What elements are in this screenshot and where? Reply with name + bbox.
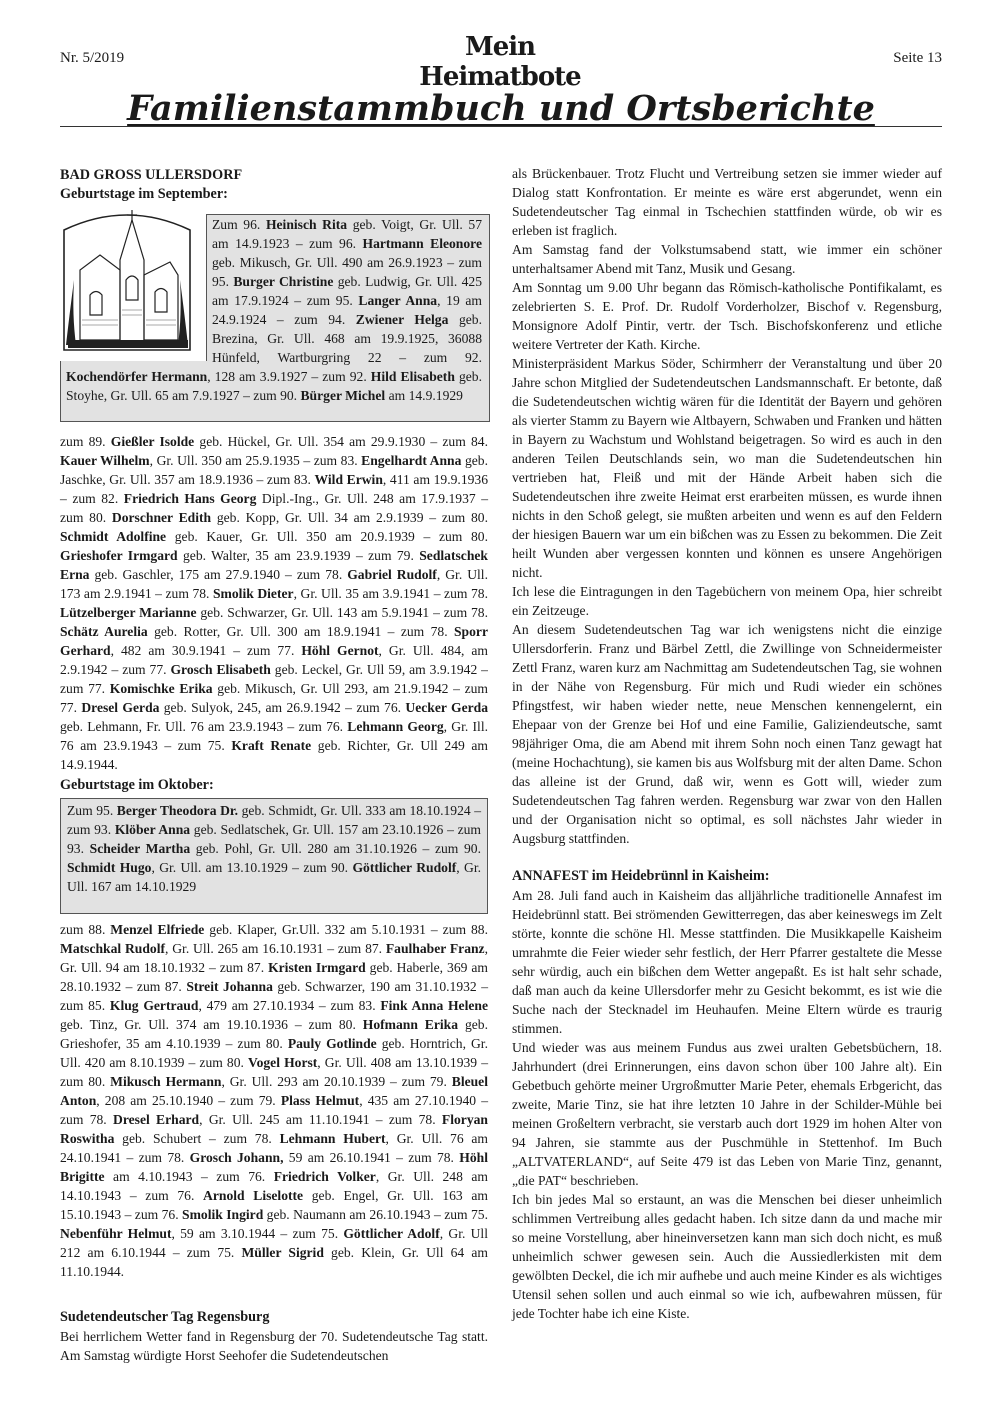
person-name: Gießler Isolde [110, 434, 195, 449]
entry-details: geb. Rotter, Gr. Ull. 300 am 18.9.1941 – zum 78. [147, 624, 454, 639]
person-name: Engelhardt Anna [361, 453, 462, 468]
person-name: Fink Anna Helene [380, 998, 488, 1013]
person-name: Kauer Wilhelm [60, 453, 150, 468]
person-name: Klug Gertraud [109, 998, 199, 1013]
person-name: Kristen Irmgard [268, 960, 366, 975]
page-number: Seite 13 [893, 50, 942, 66]
person-name: Zwiener Helga [355, 312, 449, 327]
entry-details: , Gr. Ull. 350 am 25.9.1935 – zum 83. [149, 453, 362, 468]
entry-details: geb. Mikusch, Gr. Ull 293, am 21.9.1942 – zum 77. [60, 681, 488, 715]
person-name: Höhl Gernot [301, 643, 379, 658]
paragraph: Am Samstag fand der Volkstumsabend statt, wie immer ein schöner unterhaltsamer Abend mit Tanz, Musik und Gesang. [512, 242, 942, 276]
entry-details: geb. Pohl, Gr. Ull. 280 am 31.10.1926 – zum 90. [190, 841, 482, 856]
entry-details: geb. Mikusch, Gr. Ull. 490 am 26.9.1923 – zum 95. [212, 255, 482, 289]
entry-text: Zum 96. [212, 217, 266, 232]
person-name: Vogel Horst [248, 1055, 318, 1070]
person-name: Menzel Elfriede [110, 922, 205, 937]
entry-details: geb. Engel, Gr. Ull. 163 am 15.10.1943 – zum 76. [60, 1188, 488, 1222]
entry-text: Zum 95. [67, 803, 117, 818]
entry-text: zum 89. [60, 434, 111, 449]
september-heading: Geburtstage im September: [60, 186, 228, 202]
paragraph: Ich bin jedes Mal so erstaunt, an was die Menschen bei dieser unheimlich schlimmen Vertreibung alles gedacht haben. Ich sitze dann da und mache mir so meine Vorstellung, aber hineinversetzen kann man sich doch nicht, es muß unheimlich schwer gewesen sein. Auch die Aussiedlerkisten mit dem gewölbten Deckel, die ich mir aufhebe und auch meine Kinder es als wichtiges Utensil sehen sollen und auch einmal so wie ich, aufbewahren müssen, für jede Tochter habe ich eine Kiste. [512, 1192, 942, 1321]
entry-details: geb. Ludwig, Gr. Ull. 425 am 17.9.1924 – zum 95. [212, 274, 483, 308]
entry-details: 59 am 26.10.1941 – zum 78. [283, 1150, 460, 1165]
place-heading: BAD GROSS ULLERSDORF [60, 167, 243, 183]
september-list [60, 432, 488, 774]
entry-details: geb. Brezina, Gr. Ull. 468 am 19.9.1925, 36088 Hünfeld, Wartburgring 22 – zum 92. [212, 312, 482, 365]
entry-details: geb. Sulyok, 245, am 26.9.1942 – zum 76. [159, 700, 406, 715]
entry-details: , Gr. Ull. 245 am 11.10.1941 – zum 78. [199, 1112, 442, 1127]
person-name: Göttlicher Rudolf [352, 860, 457, 875]
person-name: Pauly Gotlinde [287, 1036, 377, 1051]
entry-details: , Gr. Ull. 173 am 2.9.1941 – zum 78. [60, 567, 488, 601]
paragraph: An diesem Sudetendeutschen Tag war ich wenigstens nicht die einzige Ullersdorferin. Franz und Bärbel Zettl, die Zwillinge von Schneidermeister Zettl Franz, waren kurz am Nachmittag am Sudetendeutschen Tag, sie wohnen in der Nähe von Regensburg. Für mich und Rudi wieder ein schönes Pfingstfest, wir haben wieder nette, neue Menschen kennengelernt, ein Ehepaar von der Grenze bei Hof und eine Familie, Galiziendeutsche, samt 98jähriger Oma, die am Abend mit ihrem Sohn noch einen Tanz gewagt hat (meine Hochachtung), sie kamen bis aus Wolfsburg mit der alten Dame. Schon das alleine ist der Grund, daß wir, wenn es Gott will, wieder zum Sudetendeutschen Tag fahren werden. Regensburg war zwar von den Hallen und der Organisation nicht so optimal, es soll nächstes Jahr wieder in Augsburg stattfinden. [512, 622, 942, 846]
entry-details: , 482 am 30.9.1941 – zum 77. [110, 643, 302, 658]
person-name: Kochendörfer Hermann [66, 369, 208, 384]
paragraph: Ich lese die Eintragungen in den Tagebüchern von meinem Opa, hier schreibt ein Zeitzeuge. [512, 584, 942, 618]
person-name: Streit Johanna [186, 979, 273, 994]
entry-details: geb. Walter, 35 am 23.9.1939 – zum 79. [177, 548, 420, 563]
person-name: Bleuel Anton [60, 1074, 488, 1108]
entry-details: geb. Lehmann, Fr. Ull. 76 am 23.9.1943 – zum 76. [60, 719, 348, 734]
person-name: Smolik Ingird [182, 1207, 264, 1222]
entry-details: , 128 am 3.9.1927 – zum 92. [207, 369, 371, 384]
entry-details: , Gr. Ull. 265 am 16.10.1931 – zum 87. [165, 941, 386, 956]
person-name: Lützelberger Marianne [60, 605, 197, 620]
entry-details: geb. Richter, Gr. Ull 249 am 14.9.1944. [60, 738, 488, 772]
entry-details: , Gr. Ull. 167 am 14.10.1929 [67, 860, 481, 894]
entry-details: geb. Kauer, Gr. Ull. 350 am 20.9.1939 – zum 80. [166, 529, 488, 544]
entry-details: am 14.9.1929 [385, 388, 463, 403]
person-name: Nebenführ Helmut [60, 1226, 172, 1241]
entry-details: Dipl.-Ing., Gr. Ull. 248 am 17.9.1937 – zum 80. [60, 491, 488, 525]
person-name: Wild Erwin [314, 472, 383, 487]
october-box [60, 798, 488, 914]
entry-details: , Gr. Ull. 408 am 13.10.1939 – zum 80. [60, 1055, 488, 1089]
person-name: Friedrich Volker [273, 1169, 376, 1184]
september-box-text [60, 215, 488, 405]
person-name: Grosch Johann, [189, 1150, 284, 1165]
entry-details: geb. Kopp, Gr. Ull. 34 am 2.9.1939 – zum 80. [211, 510, 488, 525]
entry-details: geb. Schwarzer, Gr. Ull. 143 am 5.9.1941 – zum 78. [196, 605, 489, 620]
right-column [512, 164, 942, 1323]
masthead-logo: Mein Heimatbote [419, 32, 581, 92]
entry-details: , Gr. Ull. 94 am 18.10.1932 – zum 87. [60, 941, 488, 975]
person-name: Hofmann Erika [362, 1017, 459, 1032]
person-name: Höhl Brigitte [60, 1150, 488, 1184]
entry-details: , Gr. Ull. 248 am 14.10.1943 – zum 76. [60, 1169, 488, 1203]
entry-details: , 19 am 24.9.1924 – zum 94. [212, 293, 483, 327]
person-name: Matschkal Rudolf [60, 941, 166, 956]
person-name: Arnold Liselotte [203, 1188, 304, 1203]
person-name: Komischke Erika [109, 681, 213, 696]
person-name: Berger Theodora Dr. [116, 803, 239, 818]
entry-details: geb. Sedlatschek, Gr. Ull. 157 am 23.10.1926 – zum 93. [67, 822, 481, 856]
paragraph: Ministerpräsident Markus Söder, Schirmherr der Veranstaltung und über 20 Jahre schon Mitglied der Sudetendeutschen Landsmannschaft. Er betonte, daß die Sudetendeutschen wichtig wären für die Identität der Bayern und gehören als vierter Stamm zu Bayern wie Altbayern, Schwaben und Franken und hätten in Bayern zu Wachstum und Wohlstand beigetragen. So wird es auch in den anderen Teilen Deutschlands sein, wo man die Sudetendeutschen hin vertrieben hat, Fleiß und mit der Hände Arbeit haben sich die Sudetendeutschen ihre zweite Heimat erst erarbeiten müssen, es wurde ihnen nichts in den Schoß gelegt, sie mußten arbeiten und wenn es auf den Feldern der hiesigen Bauern war um ein bißchen was zu Essen zu bekommen. Die Zeit heilt Wunden aber vergessen konnten und können es unsere Angehörigen nicht. [512, 356, 942, 580]
article-heading: Sudetendeutscher Tag Regensburg [60, 1309, 270, 1325]
person-name: Sporr Gerhard [60, 624, 488, 658]
person-name: Dresel Gerda [81, 700, 160, 715]
person-name: Mikusch Hermann [110, 1074, 222, 1089]
person-name: Schätz Aurelia [60, 624, 148, 639]
person-name: Hartmann Eleonore [362, 236, 482, 251]
page-title: Familienstammbuch und Ortsberichte [127, 88, 875, 129]
annafest-heading: ANNAFEST im Heidebrünnl in Kaisheim: [512, 868, 770, 884]
entry-details: geb. Voigt, Gr. Ull. 57 am 14.9.1923 – zum 96. [212, 217, 482, 251]
person-name: Bürger Michel [300, 388, 386, 403]
person-name: Göttlicher Adolf [343, 1226, 440, 1241]
entry-details: , Gr. Ull 212 am 6.10.1944 – zum 75. [60, 1226, 488, 1260]
entry-details: , Gr. Ull. am 13.10.1929 – zum 90. [151, 860, 353, 875]
article-text: Bei herrlichem Wetter fand in Regensburg der 70. Sudetendeutsche Tag statt. Am Samstag würdigte Horst Seehofer die Sudetendeutschen [60, 1329, 488, 1363]
person-name: Grieshofer Irmgard [60, 548, 178, 563]
entry-details: geb. Leckel, Gr. Ull 59, am 3.9.1942 – zum 77. [60, 662, 488, 696]
october-heading: Geburtstage im Oktober: [60, 777, 214, 793]
paragraph: als Brückenbauer. Trotz Flucht und Vertreibung setzen sie immer wieder auf Dialog statt Konfrontation. Er meinte es wäre erst abgerundet, wenn ein Sudetendeutscher Tag einmal in Tschechien stattfinden würde, ob wir es erleben ist fraglich. [512, 166, 942, 238]
entry-details: geb. Naumann am 26.10.1943 – zum 75. [263, 1207, 489, 1222]
person-name: Heinisch Rita [265, 217, 348, 232]
entry-text: zum 88. [60, 922, 111, 937]
person-name: Uecker Gerda [405, 700, 489, 715]
person-name: Floryan Roswitha [60, 1112, 488, 1146]
entry-details: , Gr. Ill. 76 am 23.9.1943 – zum 75. [60, 719, 488, 753]
paragraph: Am Sonntag um 9.00 Uhr begann das Römisch-katholische Pontifikalamt, es zelebrierten S. E. Prof. Dr. Rudolf Vorderholzer, Bischof v. Regensburg, Monsignore Adolf Pintir, vertr. der Tsch. Bischofskonferenz und etliche weitere Vertreter der Kath. Kirche. [512, 280, 942, 352]
entry-details: geb. Klaper, Gr.Ull. 332 am 5.10.1931 – zum 88. [204, 922, 489, 937]
person-name: Gabriel Rudolf [347, 567, 437, 582]
october-list [60, 920, 488, 1281]
person-name: Schmidt Hugo [67, 860, 152, 875]
person-name: Smolik Dieter [213, 586, 294, 601]
entry-details: , 435 am 27.10.1940 – zum 78. [60, 1093, 488, 1127]
person-name: Müller Sigrid [241, 1245, 324, 1260]
entry-details: geb. Klein, Gr. Ull 64 am 11.10.1944. [60, 1245, 488, 1279]
entry-details: , 208 am 25.10.1940 – zum 79. [96, 1093, 281, 1108]
entry-details: , Gr. Ull. 35 am 3.9.1941 – zum 78. [293, 586, 488, 601]
entry-details: , 411 am 19.9.1936 – zum 82. [60, 472, 489, 506]
entry-details: geb. Jaschke, Gr. Ull. 357 am 18.9.1936 – zum 83. [60, 453, 488, 487]
person-name: Lehmann Georg [347, 719, 444, 734]
person-name: Plass Helmut [280, 1093, 360, 1108]
person-name: Faulhaber Franz [385, 941, 485, 956]
person-name: Hild Elisabeth [370, 369, 455, 384]
entry-details: geb. Stoyhe, Gr. Ull. 65 am 7.9.1927 – zum 90. [66, 369, 482, 403]
paragraph: Und wieder was aus meinem Fundus aus zwei uralten Gebetsbüchern, 18. Jahrhundert (drei Erinnerungen, eins davon schon über 100 Jahre alt). Ein Gebetbuch gehörte meiner Urgroßmutter Marie Peter, ehemals Erbgericht, das zweite, Marie Tinz, sie hat ihre letzten 10 Jahre in der Schilder-Mühle bei meinen Großeltern verbracht, sie verstarb auch dort 1929 im hohen Alter von 94 Jahren, sie stammte aus der Puschmühle in Stettenhof. Im Buch „ALTVATERLAND“, auf Seite 479 ist das Leben von Marie Tinz, genannt, „die PAT“ beschrieben. [512, 1040, 942, 1188]
person-name: Burger Christine [233, 274, 334, 289]
entry-details: geb. Gaschler, 175 am 27.9.1940 – zum 78. [89, 567, 348, 582]
person-name: Friedrich Hans Georg [123, 491, 257, 506]
emblem-spacer [66, 215, 212, 353]
entry-details: geb. Grieshofer, 35 am 4.10.1939 – zum 80. [60, 1017, 488, 1051]
entry-details: geb. Haberle, 369 am 28.10.1932 – zum 87. [60, 960, 489, 994]
sudetendeutscher-tag-article [60, 1308, 488, 1365]
entry-details: geb. Schmidt, Gr. Ull. 333 am 18.10.1924 – zum 93. [67, 803, 482, 837]
entry-details: , 59 am 3.10.1944 – zum 75. [171, 1226, 344, 1241]
entry-details: , 479 am 27.10.1934 – zum 83. [198, 998, 381, 1013]
entry-details: geb. Hückel, Gr. Ull. 354 am 29.9.1930 – zum 84. [194, 434, 488, 449]
entry-details: am 4.10.1943 – zum 76. [104, 1169, 274, 1184]
left-column-head [60, 166, 488, 204]
entry-details: geb. Tinz, Gr. Ull. 374 am 19.10.1936 – zum 80. [60, 1017, 363, 1032]
person-name: Klöber Anna [114, 822, 191, 837]
entry-details: geb. Schubert – zum 78. [114, 1131, 280, 1146]
person-name: Dorschner Edith [111, 510, 212, 525]
entry-details: geb. Horntrich, Gr. Ull. 420 am 8.10.1939 – zum 80. [60, 1036, 488, 1070]
paragraph: Am 28. Juli fand auch in Kaisheim das alljährliche traditionelle Annafest im Heidebrünnl statt. Bei strömenden Gewitterregen, das aber keineswegs im Zelt störte, konnte die schöne Hl. Messe stattfinden. Die Musikkapelle Kaisheim umrahmte die Feier wieder sehr festlich, der Herr Pfarrer gestaltete die Messe sehr würdig, auch ein bißchen dem Wetter angepaßt. Es ist halt sehr schade, daß man auch da keine Ullersdorfer mehr zu Gesicht bekommt, es ist wie die Suche nach der Stecknadel im Heuhaufen. Meine Eltern würde es traurig stimmen. [512, 888, 942, 1036]
person-name: Scheider Martha [89, 841, 191, 856]
entry-details: , Gr. Ull. 293 am 20.10.1939 – zum 79. [221, 1074, 452, 1089]
person-name: Lehmann Hubert [279, 1131, 386, 1146]
person-name: Dresel Erhard [113, 1112, 200, 1127]
entry-details: , Gr. Ull. 76 am 24.10.1941 – zum 78. [60, 1131, 488, 1165]
person-name: Langer Anna [358, 293, 438, 308]
person-name: Grosch Elisabeth [170, 662, 271, 677]
issue-number: Nr. 5/2019 [60, 50, 125, 66]
entry-details: , Gr. Ull. 484, am 2.9.1942 – zum 77. [60, 643, 488, 677]
entry-details: geb. Schwarzer, 190 am 31.10.1932 – zum 85. [60, 979, 489, 1013]
person-name: Sedlatschek Erna [60, 548, 488, 582]
person-name: Kraft Renate [231, 738, 312, 753]
person-name: Schmidt Adolfine [60, 529, 167, 544]
